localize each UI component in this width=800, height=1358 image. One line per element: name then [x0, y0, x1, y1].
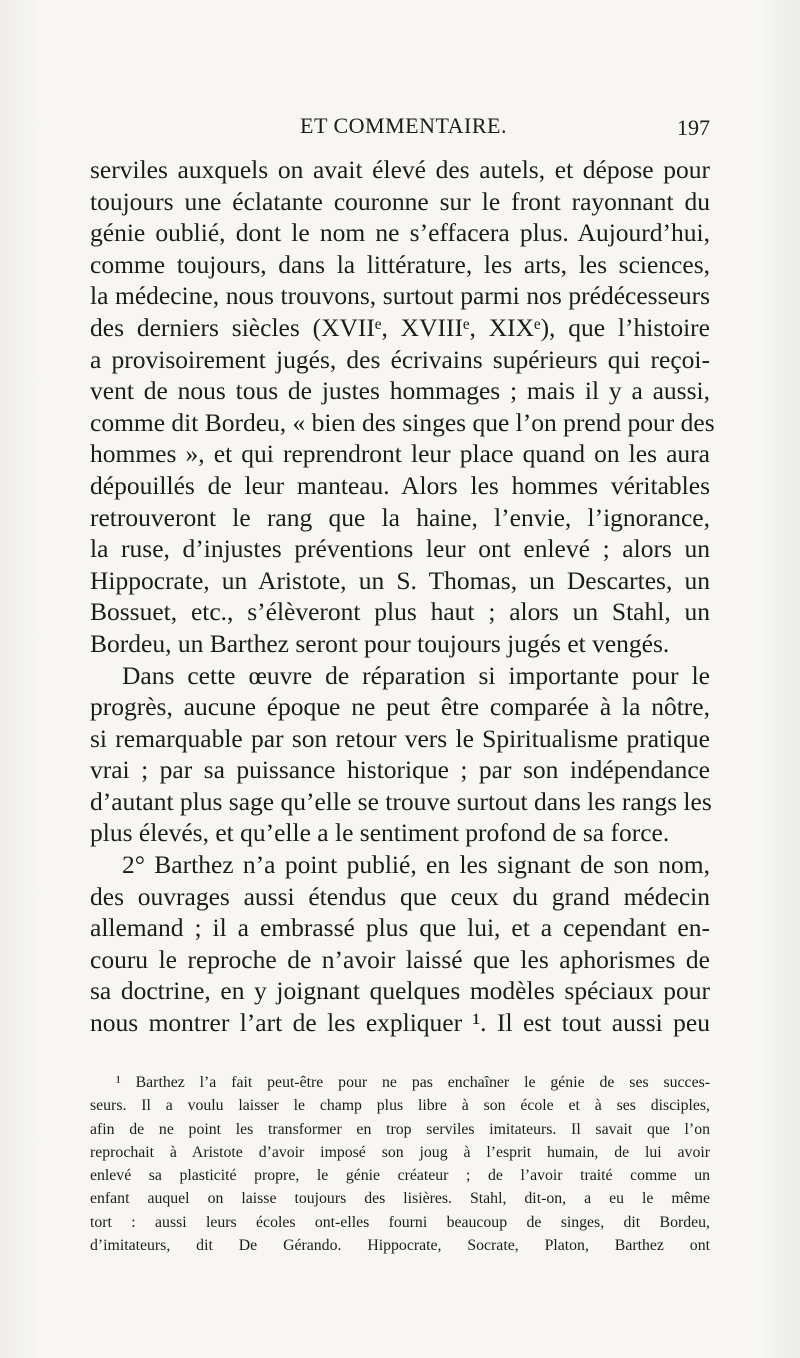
text-line: d’autant plus sage qu’elle se trouve surtout dans les rangs les [90, 786, 712, 816]
text-line: Bossuet, etc., s’élèveront plus haut ; alors un Stahl, un [90, 597, 710, 627]
body-text [90, 154, 715, 1039]
text-line: toujours une éclatante couronne sur le front rayonnant du [90, 186, 710, 216]
text-line: la ruse, d’injustes préventions leur ont enlevé ; alors un [90, 534, 710, 564]
text-line: hommes », et qui reprendront leur place quand on les aura [90, 439, 710, 469]
text-line: couru le reproche de n’avoir laissé que les aphorismes de [90, 944, 710, 974]
text-line: nous montrer l’art de les expliquer ¹. Il est tout aussi peu [90, 1008, 710, 1038]
text-line: des derniers siècles (XVIIᵉ, XVIIIᵉ, XIXᵉ), que l’histoire [90, 312, 710, 342]
text-line: comme dit Bordeu, « bien des singes que l’on prend pour des [90, 407, 715, 437]
text-line: dépouillés de leur manteau. Alors les hommes véritables [90, 470, 710, 500]
footnote [90, 1071, 710, 1257]
footnote-line: ¹ Barthez l’a fait peut-être pour ne pas enchaîner le génie de ses succes- [116, 1074, 710, 1091]
text-line: Dans cette œuvre de réparation si importante pour le [122, 660, 710, 690]
running-head [90, 113, 710, 143]
page-number: 197 [677, 115, 710, 140]
text-line: serviles auxquels on avait élevé des autels, et dépose pour [90, 155, 710, 184]
text-line: 2° Barthez n’a point publié, en les signant de son nom, [122, 850, 710, 880]
footnote-line: d’imitateurs, dit De Gérando. Hippocrate, Socrate, Platon, Barthez ont [90, 1237, 710, 1255]
footnote-line: seurs. Il a voulu laisser le champ plus libre à son école et à ses disciples, [90, 1097, 710, 1115]
text-line: Bordeu, un Barthez seront pour toujours jugés et vengés. [90, 628, 670, 658]
text-line: a provisoirement jugés, des écrivains supérieurs qui reçoi- [90, 344, 710, 374]
text-line: comme toujours, dans la littérature, les arts, les sciences, [90, 249, 710, 279]
text-line: retrouveront le rang que la haine, l’envie, l’ignorance, [90, 502, 710, 532]
footnote-line: tort : aussi leurs écoles ont-elles fourni beaucoup de singes, dit Bordeu, [90, 1213, 710, 1231]
text-line: si remarquable par son retour vers le Spiritualisme pratique [90, 723, 710, 753]
text-line: génie oublié, dont le nom ne s’effacera plus. Aujourd’hui, [90, 218, 710, 248]
text-line: vrai ; par sa puissance historique ; par son indépendance [90, 755, 710, 785]
running-title: ET COMMENTAIRE. [300, 113, 507, 138]
text-line: vent de nous tous de justes hommages ; mais il y a aussi, [90, 376, 710, 406]
text-line: Hippocrate, un Aristote, un S. Thomas, un Descartes, un [90, 565, 710, 595]
text-line: plus élevés, et qu’elle a le sentiment profond de sa force. [90, 818, 670, 848]
text-line: la médecine, nous trouvons, surtout parmi nos prédécesseurs [90, 281, 710, 311]
text-line: allemand ; il a embrassé plus que lui, et a cependant en- [90, 913, 710, 943]
footnote-line: enlevé sa plasticité propre, le génie créateur ; de l’avoir traité comme un [90, 1167, 710, 1185]
footnote-line: reprochait à Aristote d’avoir imposé son joug à l’esprit humain, de lui avoir [90, 1143, 710, 1161]
footnote-line: afin de ne point les transformer en trop serviles imitateurs. Il savait que l’on [90, 1120, 710, 1138]
text-line: progrès, aucune époque ne peut être comparée à la nôtre, [90, 692, 710, 722]
text-line: sa doctrine, en y joignant quelques modèles spéciaux pour [90, 976, 710, 1006]
text-line: des ouvrages aussi étendus que ceux du grand médecin [90, 881, 710, 911]
footnote-line: enfant auquel on laisse toujours des lisières. Stahl, dit-on, a eu le même [90, 1190, 710, 1208]
